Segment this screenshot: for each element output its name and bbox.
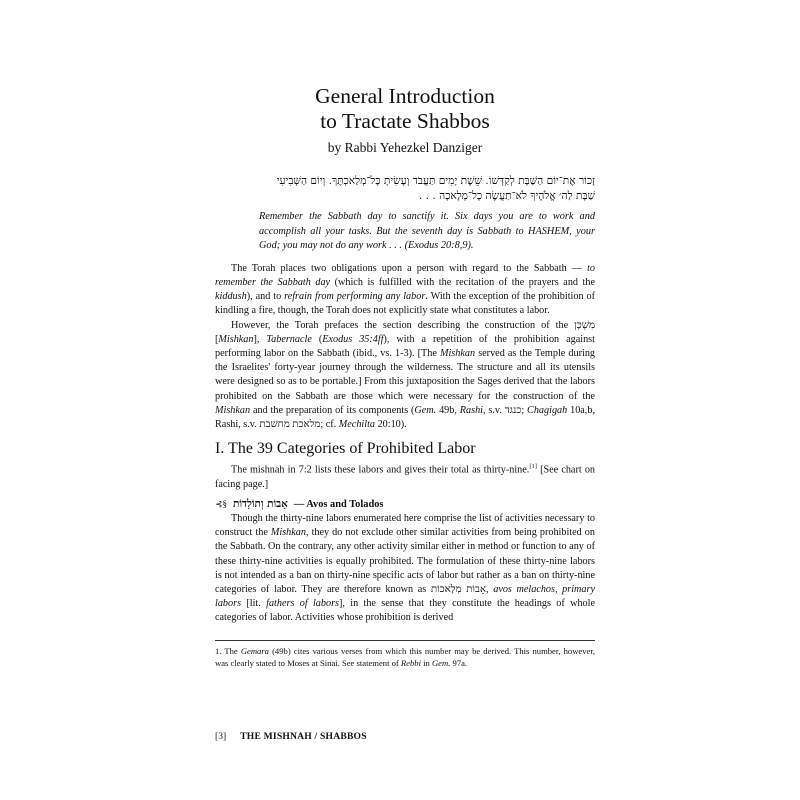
footnote: 1. The Gemara (49b) cites various verses from which this number may be derived. This number, however, was clearly stated to Moses at Sinai. See statement of Rebbi in Gem. 97a. — [215, 645, 595, 668]
author-byline: by Rabbi Yehezkel Danziger — [327, 140, 483, 155]
section-ornament-icon: ⊰§ — [215, 498, 228, 509]
hebrew-verse: זָכוֹר אֶת־יוֹם הַשַּׁבָּת לְקַדְּשׁוֹ. שֵׁשֶׁת יָמִים תַּעֲבֹד וְעָשִׂיתָ כָּל־מְלַאכְתֶּךָ. וְיוֹם הַשְּׁבִיעִי שַׁבָּת לַה׳ אֱלֹהֶיךָ לֹא־תַעֲשֶׂה כָל־מְלָאכָה . . . — [276, 175, 595, 202]
page-number: [3] — [215, 731, 227, 742]
subheading — [215, 498, 595, 510]
verse-translation: Remember the Sabbath day to sanctify it. Six days you are to work and accomplish all your tasks. But the seventh day is Sabbath to HASHEM, your God; you may not do any work . . . (Exodus 20:8,9). — [259, 211, 595, 252]
paragraph-2: However, the Torah prefaces the section describing the construction of the מִשְׁכָּן [Mishkan], Tabernacle (Exodus 35:4ff), with a repetition of the prohibition against performing labor on the Sabbath (ibid., vs. 1-3). [The Mishkan served as the Temple during the Israelites' forty-year journey through the wilderness. The structure and all its utensils were designed so as to be portable.] From this juxtaposition the Sages derived that the labors prohibited on the Sabbath are those which were necessary for the construction of the Mishkan and the preparation of its components (Gem. 49b, Rashi, s.v. כנגד; Chagigah 10a,b, Rashi, s.v. מלאכת מחשבת; cf. Mechilta 20:10). — [215, 319, 596, 431]
paragraph-1: The Torah places two obligations upon a person with regard to the Sabbath — to remember the Sabbath day (which is fulfilled with the recitation of the prayers and the kiddush), and to refrain from performing any labor. With the exception of the prohibition of kindling a fire, though, the Torah does not explicitly state what constitutes a labor. — [215, 262, 595, 317]
title-line-2: to Tractate Shabbos — [320, 109, 490, 133]
subheading-hebrew: אָבוֹת וְתוֹלָדוֹת — [233, 498, 288, 511]
footnote-marker: [1] — [529, 463, 537, 471]
title-line-1: General Introduction — [315, 84, 495, 108]
running-head: THE MISHNAH / SHABBOS — [240, 731, 367, 742]
paragraph-3: The mishnah in 7:2 lists these labors and gives their total as thirty-nine.[1] [See chart on facing page.] — [215, 463, 596, 490]
paragraph-4: Though the thirty-nine labors enumerated here comprise the list of activities necessary to construct the Mishkan, they do not exclude other similar activities from being prohibited on the Sabbath. On the contrary, any other activity similar either in method or function to any of these thirty-nine activities is equally prohibited. The formulation of these thirty-nine labors is not intended as a ban on thirty-nine specific acts of labor but rather as a ban on thirty-nine categories of labor. They are therefore known as אָבוֹת מְלָאכוֹת, avos melachos, primary labors [lit. fathers of labors], in the sense that they constitute the headings of whole categories of labor. Activities whose prohibition is derived — [215, 513, 595, 624]
section-heading: I. The 39 Categories of Prohibited Labor — [215, 440, 476, 458]
subheading-english: — Avos and Tolados — [293, 498, 384, 510]
footnote-divider — [215, 640, 595, 641]
page-footer — [215, 731, 367, 742]
book-page — [215, 70, 595, 760]
page-title — [215, 84, 595, 134]
